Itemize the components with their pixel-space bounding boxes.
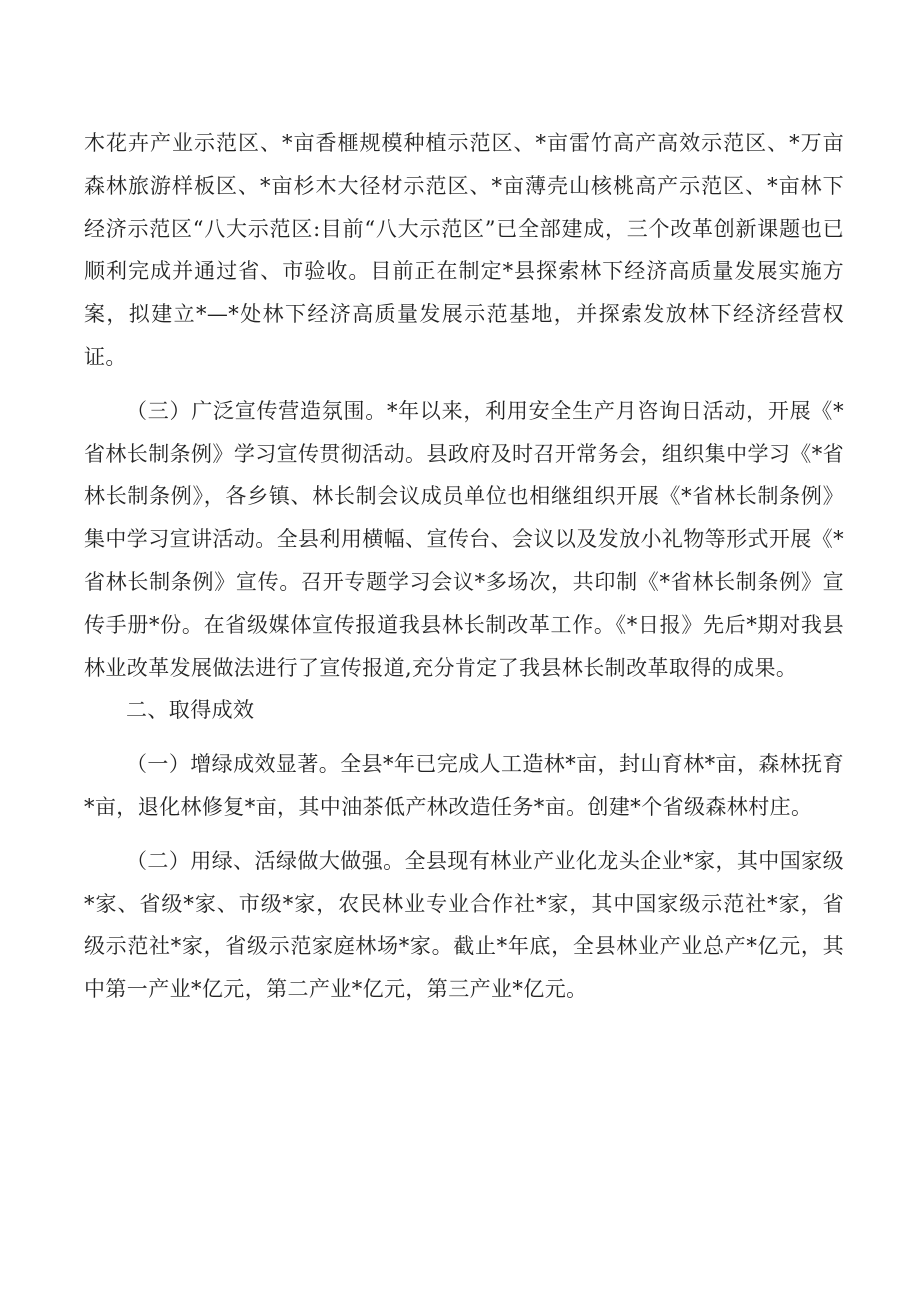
document-body [84, 122, 844, 1011]
paragraph-greening-results: （一）增绿成效显著。全县*年已完成人工造林*亩，封山育林*亩，森林抚育*亩，退化林修复*亩，其中油茶低产林改造任务*亩。创建*个省级森林村庄。 [84, 752, 844, 819]
paragraph-forestry-industry: （二）用绿、活绿做大做强。全县现有林业产业化龙头企业*家，其中国家级*家、省级*家、市级*家，农民林业专业合作社*家，其中国家级示范社*家，省级示范社*家，省级示范家庭林场*家。截止*年底，全县林业产业总产*亿元，其中第一产业*亿元，第二产业*亿元，第三产业*亿元。 [84, 848, 844, 1002]
paragraph-publicity: （三）广泛宣传营造氛围。*年以来，利用安全生产月咨询日活动，开展《*省林长制条例》学习宣传贯彻活动。县政府及时召开常务会，组织集中学习《*省林长制条例》，各乡镇、林长制会议成员单位也相继组织开展《*省林长制条例》集中学习宣讲活动。全县利用横幅、宣传台、会议以及发放小礼物等形式开展《*省林长制条例》宣传。召开专题学习会议*多场次，共印制《*省林长制条例》宣传手册*份。在省级媒体宣传报道我县林长制改革工作。《*日报》先后*期对我县林业改革发展做法进行了宣传报道,充分肯定了我县林长制改革取得的成果。 [84, 398, 844, 680]
section-heading-achievements: 二、取得成效 [126, 698, 255, 723]
paragraph-demonstration-zones: 木花卉产业示范区、*亩香榧规模种植示范区、*亩雷竹高产高效示范区、*万亩森林旅游样板区、*亩杉木大径材示范区、*亩薄壳山核桃高产示范区、*亩林下经济示范区“八大示范区:目前“八大示范区”已全部建成，三个改革创新课题也已顺利完成并通过省、市验收。目前正在制定*县探索林下经济高质量发展实施方案，拟建立*—*处林下经济高质量发展示范基地，并探索发放林下经济经营权证。 [84, 131, 844, 369]
